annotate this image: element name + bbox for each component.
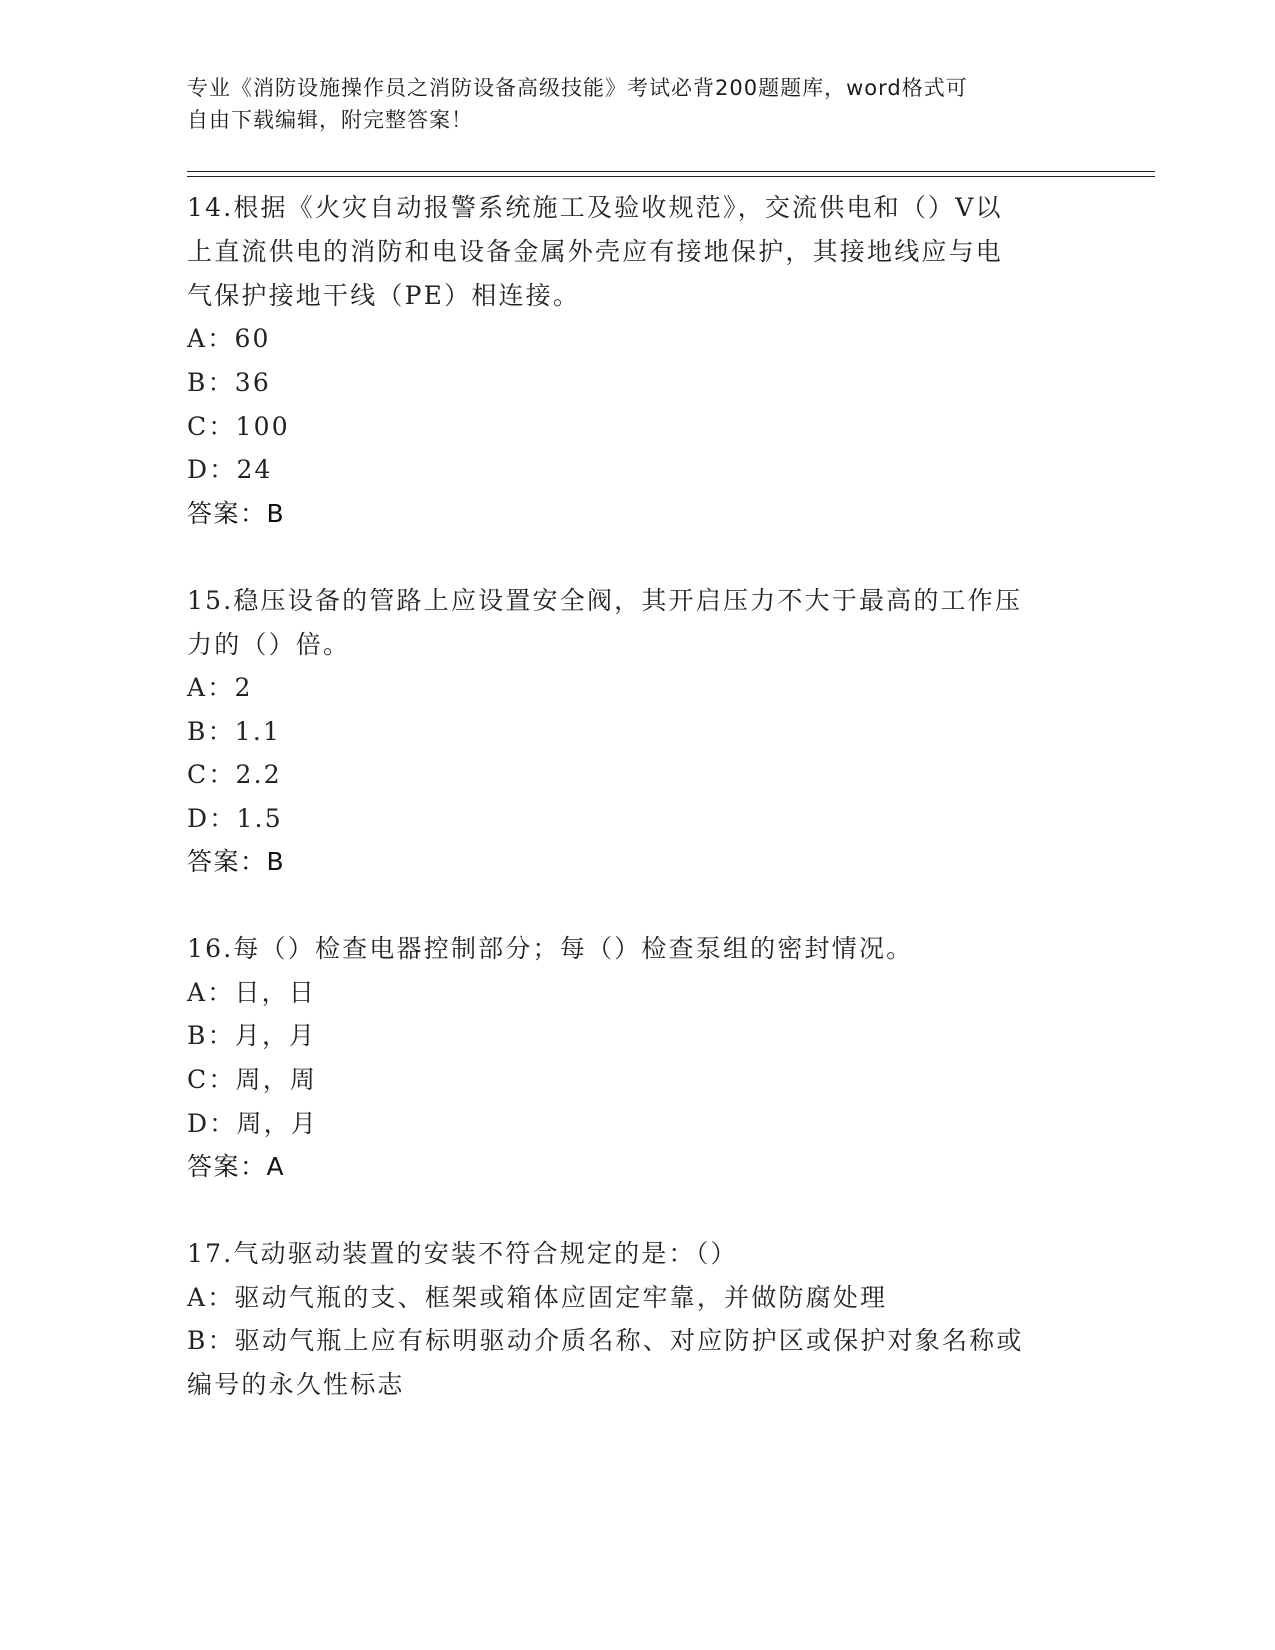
question-15-option-c: C：2.2: [187, 760, 282, 789]
document-header-line-2: 自由下载编辑，附完整答案！: [187, 108, 473, 132]
question-14-answer: 答案：B: [187, 499, 286, 528]
question-17-line-1: 17.气动驱动装置的安装不符合规定的是：（）: [187, 1239, 738, 1268]
question-15-answer: 答案：B: [187, 847, 286, 876]
question-15-line-2: 力的（）倍。: [187, 630, 351, 659]
question-16-answer: 答案：A: [187, 1152, 286, 1181]
question-16-option-b: B：月，月: [187, 1021, 317, 1050]
document-header-line-1: 专业《消防设施操作员之消防设备高级技能》考试必背200题题库，word格式可: [187, 76, 968, 100]
question-15-option-a: A：2: [187, 673, 253, 702]
question-17-option-b-continued: 编号的永久性标志: [187, 1370, 405, 1399]
question-14-option-d: D：24: [187, 455, 273, 484]
question-17-option-b: B：驱动气瓶上应有标明驱动介质名称、对应防护区或保护对象名称或: [187, 1326, 1024, 1355]
question-15-line-1: 15.稳压设备的管路上应设置安全阀，其开启压力不大于最高的工作压: [187, 586, 1023, 615]
header-divider-bottom: [187, 176, 1155, 177]
question-14-option-c: C：100: [187, 412, 290, 441]
question-14-line-3: 气保护接地干线（PE）相连接。: [187, 281, 581, 310]
question-14-option-b: B：36: [187, 368, 271, 397]
question-16-option-c: C：周，周: [187, 1065, 318, 1094]
question-16-option-d: D：周，月: [187, 1109, 319, 1138]
header-divider-top: [187, 171, 1155, 172]
question-14-option-a: A：60: [187, 324, 271, 353]
question-14-line-1: 14.根据《火灾自动报警系统施工及验收规范》，交流供电和（）V以: [187, 193, 1003, 222]
question-16-option-a: A：日，日: [187, 978, 317, 1007]
question-15-option-d: D：1.5: [187, 804, 283, 833]
question-16-line-1: 16.每（）检查电器控制部分；每（）检查泵组的密封情况。: [187, 934, 914, 963]
question-17-option-a: A：驱动气瓶的支、框架或箱体应固定牢靠，并做防腐处理: [187, 1283, 888, 1312]
question-15-option-b: B：1.1: [187, 717, 282, 746]
question-14-line-2: 上直流供电的消防和电设备金属外壳应有接地保护，其接地线应与电: [187, 237, 1004, 266]
